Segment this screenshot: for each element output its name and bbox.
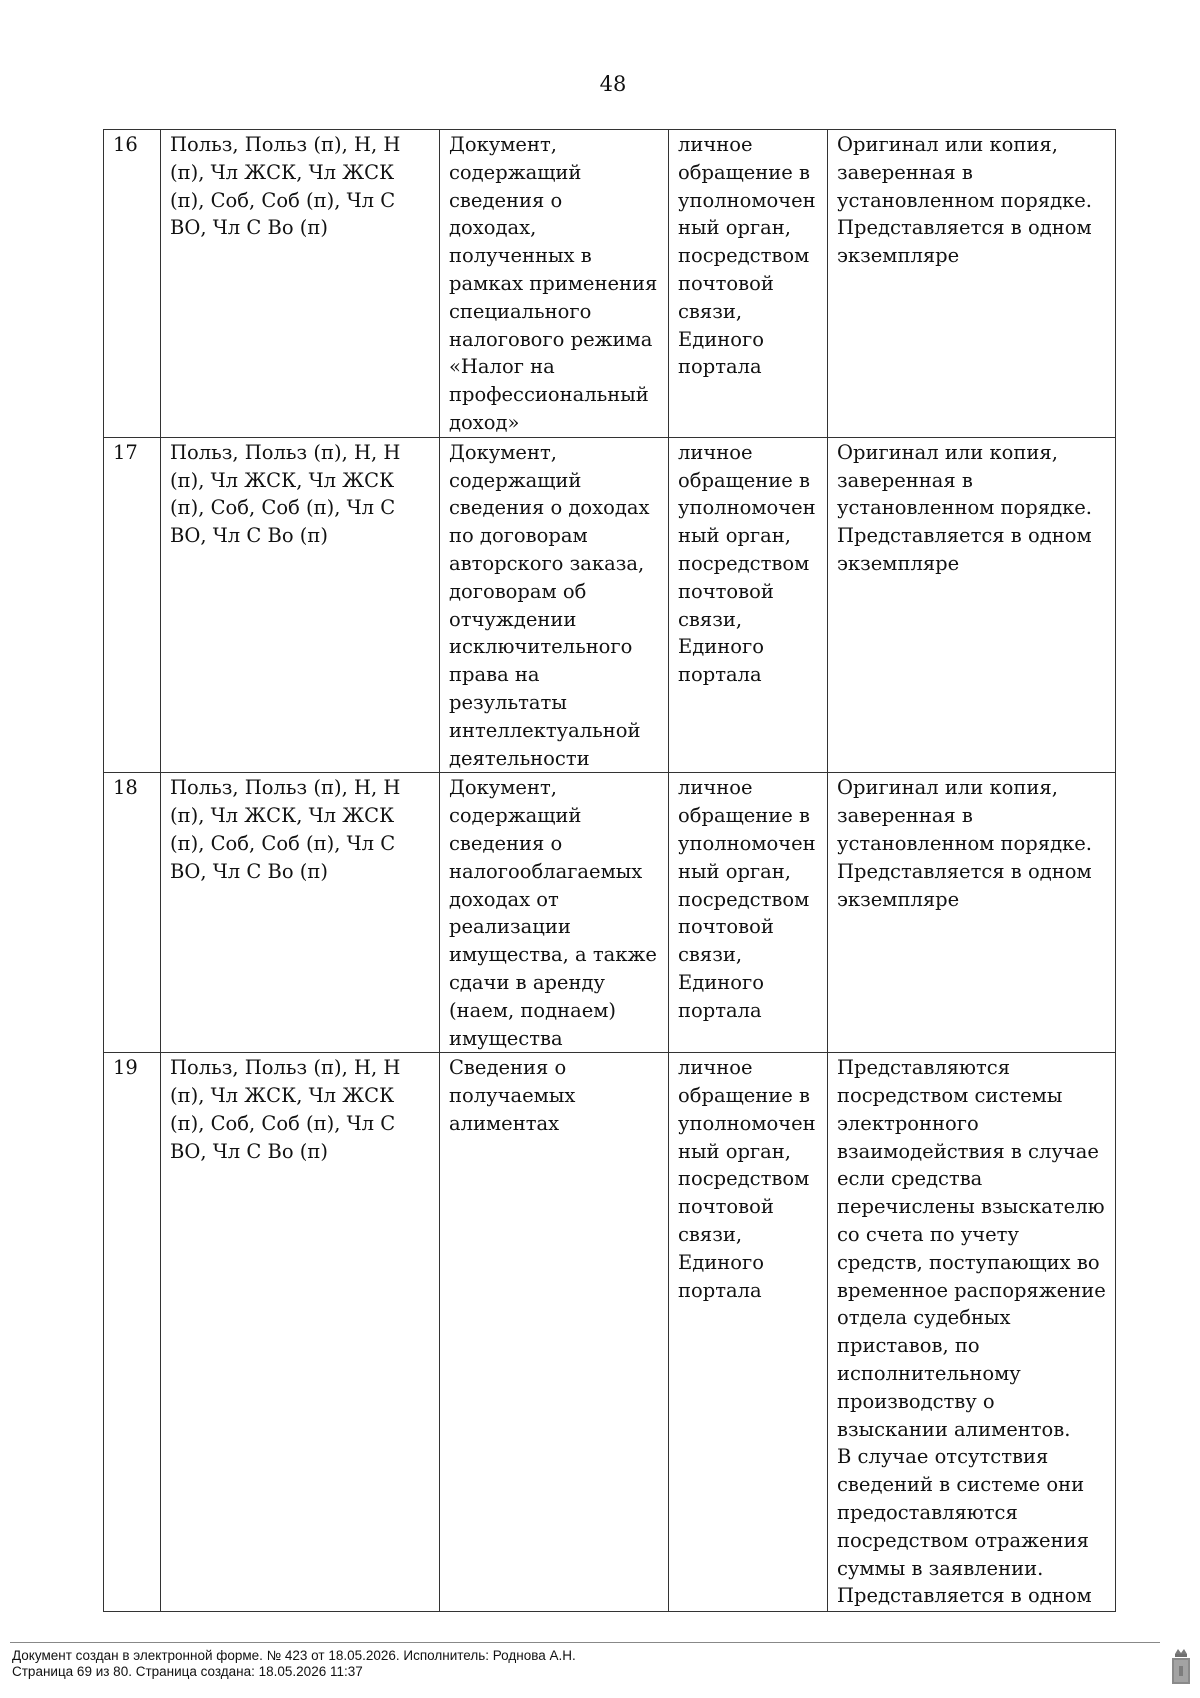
footer-document-info: Документ создан в электронной форме. № 423 от 18.05.2026. Исполнитель: Роднова А.Н.: [12, 1648, 576, 1663]
emblem-seal-icon: [1170, 1646, 1192, 1686]
page-number: 48: [599, 72, 627, 96]
applicant-categories: Польз, Польз (п), Н, Н (п), Чл ЖСК, Чл ЖСК (п), Соб, Соб (п), Чл С ВО, Чл С Во (п): [161, 1053, 440, 1612]
document-name: Сведения о получаемых алиментах: [440, 1053, 669, 1612]
submission-method: личное обращение в уполномочен ный орган, посредством почтовой связи, Единого портала: [669, 437, 828, 773]
document-footer: [12, 1648, 576, 1679]
submission-method: личное обращение в уполномочен ный орган, посредством почтовой связи, Единого портала: [669, 1053, 828, 1612]
document-note: Представляются посредством системы электронного взаимодействия в случае если средства перечислены взыскателю со счета по учету средств, поступающих во временное распоряжение отдела судебных приставов, по исполнительному производству о взыскании алиментов. В случае отсутствия сведений в системе они предоставляются посредством отражения суммы в заявлении. Представляется в одном: [828, 1053, 1116, 1612]
row-number: 18: [104, 773, 161, 1053]
row-number: 16: [104, 130, 161, 438]
footer-page-info: Страница 69 из 80. Страница создана: 18.05.2026 11:37: [12, 1663, 363, 1679]
document-note: Оригинал или копия, заверенная в установленном порядке. Представляется в одном экземпляре: [828, 130, 1116, 438]
document-note: Оригинал или копия, заверенная в установленном порядке. Представляется в одном экземпляре: [828, 437, 1116, 773]
document-note: Оригинал или копия, заверенная в установленном порядке. Представляется в одном экземпляре: [828, 773, 1116, 1053]
row-number: 19: [104, 1053, 161, 1612]
applicant-categories: Польз, Польз (п), Н, Н (п), Чл ЖСК, Чл ЖСК (п), Соб, Соб (п), Чл С ВО, Чл С Во (п): [161, 773, 440, 1053]
row-number: 17: [104, 437, 161, 773]
table-row: [104, 1053, 1116, 1612]
document-name: Документ, содержащий сведения о доходах, полученных в рамках применения специального налогового режима «Налог на профессиональный доход»: [440, 130, 669, 438]
submission-method: личное обращение в уполномочен ный орган, посредством почтовой связи, Единого портала: [669, 130, 828, 438]
submission-method: личное обращение в уполномочен ный орган, посредством почтовой связи, Единого портала: [669, 773, 828, 1053]
footer-divider: [10, 1642, 1160, 1643]
applicant-categories: Польз, Польз (п), Н, Н (п), Чл ЖСК, Чл ЖСК (п), Соб, Соб (п), Чл С ВО, Чл С Во (п): [161, 437, 440, 773]
table-row: [104, 773, 1116, 1053]
table-row: [104, 437, 1116, 773]
table-row: [104, 130, 1116, 438]
applicant-categories: Польз, Польз (п), Н, Н (п), Чл ЖСК, Чл ЖСК (п), Соб, Соб (п), Чл С ВО, Чл С Во (п): [161, 130, 440, 438]
document-name: Документ, содержащий сведения о доходах по договорам авторского заказа, договорам об отчуждении исключительного права на результаты интеллектуальной деятельности: [440, 437, 669, 773]
document-table: [103, 129, 1116, 1612]
document-name: Документ, содержащий сведения о налогооблагаемых доходах от реализации имущества, а также сдачи в аренду (наем, поднаем) имущества: [440, 773, 669, 1053]
